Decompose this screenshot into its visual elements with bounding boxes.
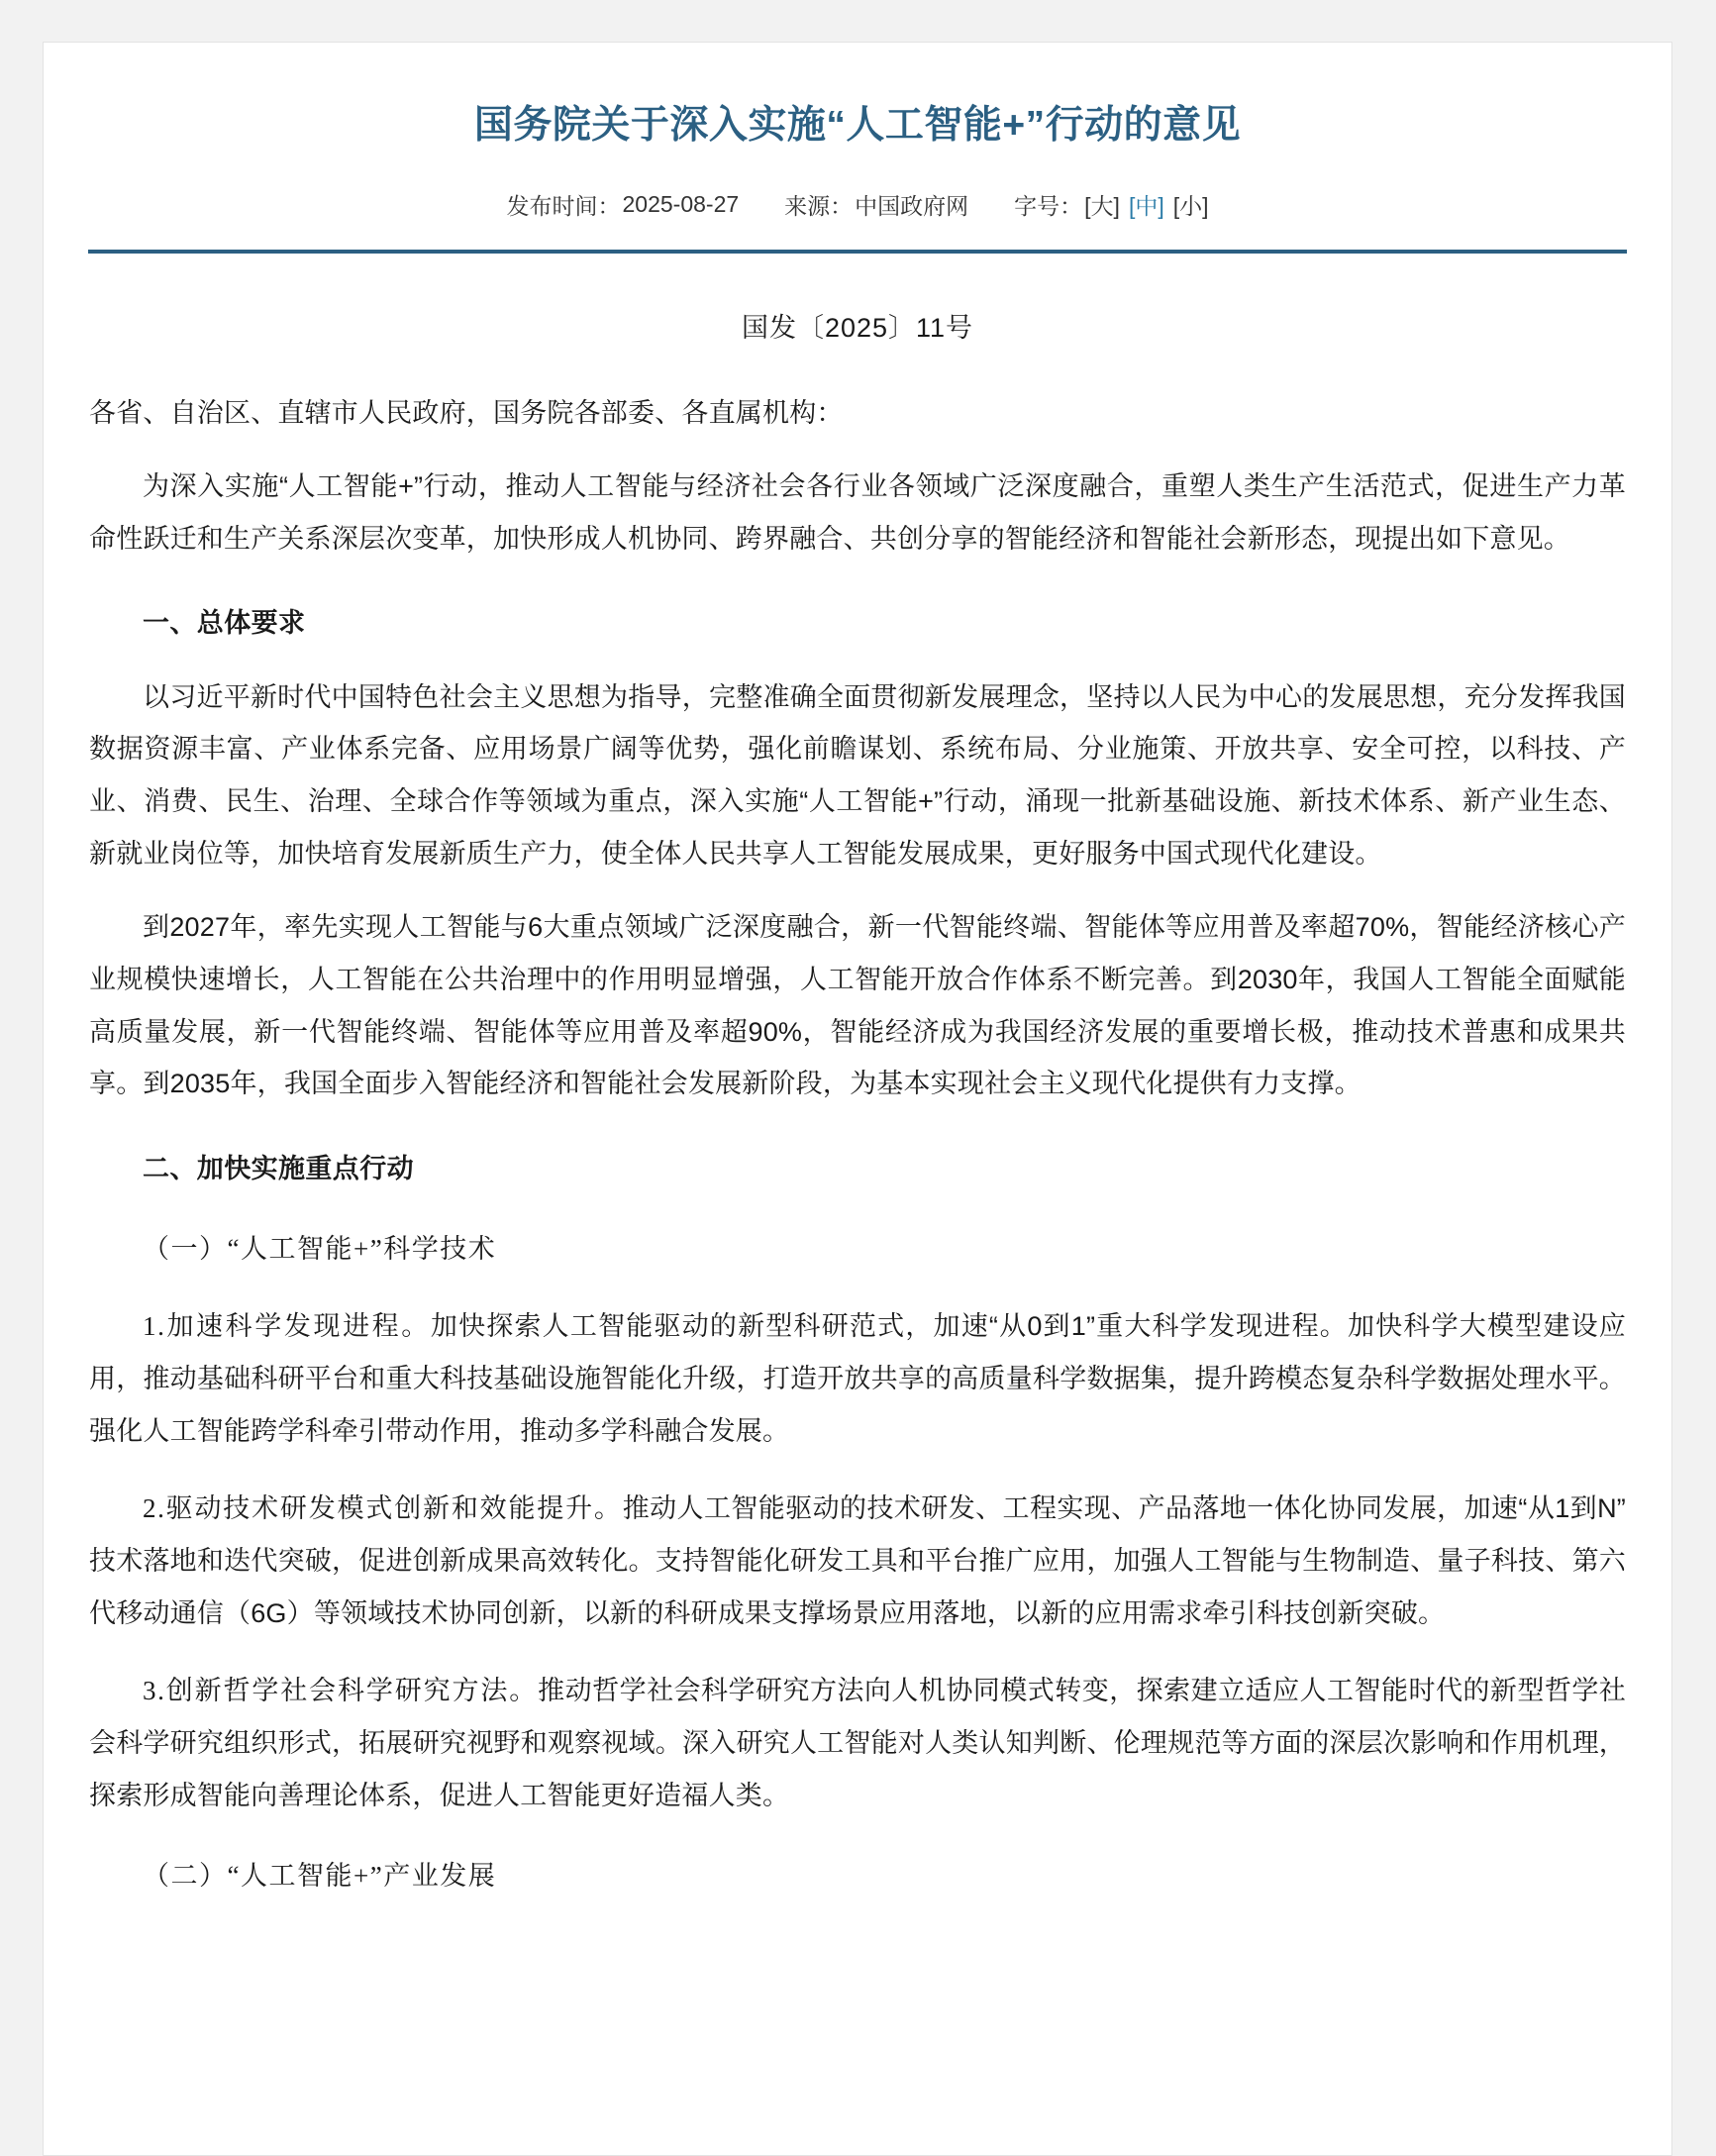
list-item-body: 加快探索人工智能驱动的新型科研范式，加速“从0到1”重大科学发现进程。加快科学大模型建设应用，推动基础科研平台和重大科技基础设施智能化升级，打造开放共享的高质量科学数据集，提升跨模态复杂科学数据处理水平。强化人工智能跨学科牵引带动作用，推动多学科融合发展。 <box>89 1311 1626 1446</box>
list-item-title: 2.驱动技术研发模式创新和效能提升。 <box>143 1493 623 1524</box>
font-size-options <box>1084 188 1208 221</box>
section-heading-2: 二、加快实施重点行动 <box>143 1153 414 1183</box>
section-1-paragraph-1: 以习近平新时代中国特色社会主义思想为指导，完整准确全面贯彻新发展理念，坚持以人民为中心的发展思想，充分发挥我国数据资源丰富、产业体系完备、应用场景广阔等优势，强化前瞻谋划、系统布局、分业施策、开放共享、安全可控，以科技、产业、消费、民生、治理、全球合作等领域为重点，深入实施“人工智能+”行动，涌现一批新基础设施、新技术体系、新产业生态、新就业岗位等，加快培育发展新质生产力，使全体人民共享人工智能发展成果，更好服务中国式现代化建设。 <box>89 681 1626 869</box>
list-item-title: 3.创新哲学社会科学研究方法。 <box>143 1676 539 1706</box>
font-size-large-button[interactable]: [大] <box>1084 192 1120 219</box>
list-item-title: 1.加速科学发现进程。 <box>143 1311 431 1342</box>
font-size-selector <box>1014 188 1208 221</box>
font-size-medium-button[interactable]: [中] <box>1128 192 1164 219</box>
document-page <box>43 42 1672 2156</box>
preamble-paragraph: 为深入实施“人工智能+”行动，推动人工智能与经济社会各行业各领域广泛深度融合，重塑人类生产生活范式，促进生产力革命性跃迁和生产关系深层次变革，加快形成人机协同、跨界融合、共创分享的智能经济和智能社会新形态，现提出如下意见。 <box>89 471 1626 554</box>
source-value: 中国政府网 <box>855 192 969 219</box>
source <box>784 188 968 221</box>
list-item <box>89 1300 1626 1457</box>
publish-time-value: 2025-08-27 <box>622 190 740 217</box>
header-divider <box>88 250 1627 254</box>
list-item-body: 推动哲学社会科学研究方法向人机协同模式转变，探索建立适应人工智能时代的新型哲学社会科学研究组织形式，拓展研究视野和观察视域。深入研究人工智能对人类认知判断、伦理规范等方面的深层次影响和作用机理，探索形成智能向善理论体系，促进人工智能更好造福人类。 <box>89 1676 1627 1810</box>
font-size-label: 字号： <box>1014 192 1083 219</box>
publish-time-label: 发布时间： <box>506 192 621 219</box>
list-item-body: 推动人工智能驱动的技术研发、工程实现、产品落地一体化协同发展，加速“从1到N”技术落地和迭代突破，促进创新成果高效转化。支持智能化研发工具和平台推广应用，加强人工智能与生物制造、量子科技、第六代移动通信（6G）等领域技术协同创新，以新的科研成果支撑场景应用落地，以新的应用需求牵引科技创新突破。 <box>89 1493 1626 1628</box>
source-label: 来源： <box>784 192 854 219</box>
page-title: 国务院关于深入实施“人工智能+”行动的意见 <box>473 104 1242 147</box>
salutation: 各省、自治区、直辖市人民政府，国务院各部委、各直属机构： <box>89 397 844 428</box>
subsection-heading-1: （一）“人工智能+”科学技术 <box>143 1234 497 1265</box>
document-body <box>44 307 1671 1962</box>
list-item <box>89 1483 1626 1639</box>
document-meta-bar <box>44 188 1671 221</box>
section-1-paragraph-2: 到2027年，率先实现人工智能与6大重点领域广泛深度融合，新一代智能终端、智能体等应用普及率超70%，智能经济核心产业规模快速增长，人工智能在公共治理中的作用明显增强，人工智能开放合作体系不断完善。到2030年，我国人工智能全面赋能高质量发展，新一代智能终端、智能体等应用普及率超90%，智能经济成为我国经济发展的重要增长极，推动技术普惠和成果共享。到2035年，我国全面步入智能经济和智能社会发展新阶段，为基本实现社会主义现代化提供有力支撑。 <box>89 912 1626 1099</box>
document-number: 国发〔2025〕11号 <box>741 312 974 343</box>
list-item <box>89 1665 1626 1821</box>
font-size-small-button[interactable]: [小] <box>1172 192 1209 219</box>
subsection-heading-2: （二）“人工智能+”产业发展 <box>143 1861 497 1892</box>
section-heading-1: 一、总体要求 <box>143 608 306 639</box>
publish-time <box>507 188 740 221</box>
